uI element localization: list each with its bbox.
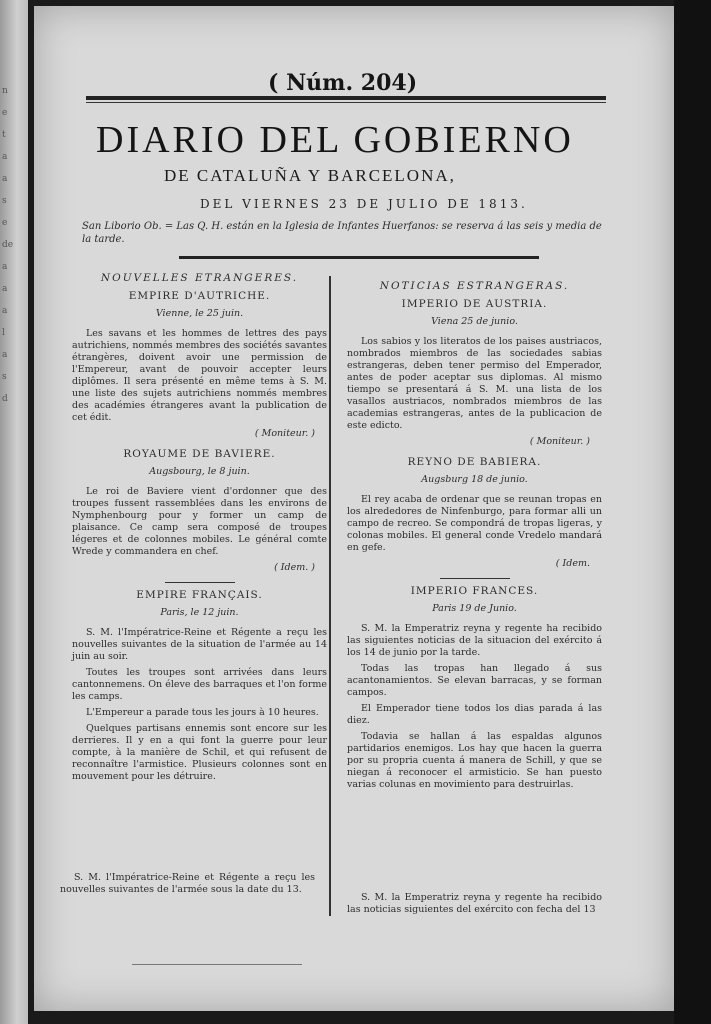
article-heading: EMPIRE FRANÇAIS. <box>136 589 263 601</box>
article-dateline: Paris, le 12 juin. <box>160 607 239 618</box>
article-dateline: Paris 19 de Junio. <box>432 603 517 614</box>
spanish-bottom-paragraph <box>347 892 602 916</box>
article-paragraph: El Emperador tiene todos los dias parada á las diez. <box>347 703 602 726</box>
article-paragraph: Toutes les troupes sont arrivées dans leurs cantonnemens. On éleve des barraques et l'on forme les camps. <box>72 667 327 702</box>
dark-background-edge <box>674 0 711 1024</box>
header-rule <box>86 96 606 100</box>
article-dateline: Augsbourg, le 8 juin. <box>149 466 250 477</box>
article-separator <box>165 582 235 583</box>
masthead-title: DIARIO DEL GOBIERNO <box>96 119 574 161</box>
article-heading: IMPERIO DE AUSTRIA. <box>401 298 548 310</box>
header-rule-thin <box>86 102 606 103</box>
newspaper-page <box>34 6 674 1011</box>
article-paragraph: Les savans et les hommes de lettres des pays autrichiens, nommés membres des sociétés savantes étrangères, doivent avoir une permission de l'Empereur, avant de pouvoir accepter leurs diplômes. Il sera présenté en même tems à S. M. une liste des sujets autrichiens nommés membres des académies étrangeres avant la publication de cet édit. <box>72 328 327 423</box>
spanish-column <box>347 276 602 795</box>
article-heading: REYNO DE BABIERA. <box>407 456 542 468</box>
article-heading: ROYAUME DE BAVIERE. <box>123 448 276 460</box>
section-heading: NOTICIAS ESTRANGERAS. <box>379 280 570 292</box>
article-paragraph: Los sabios y los literatos de los paises austriacos, nombrados miembros de las sociedades sabias estrangeras, deben tener permiso del Emperador, antes de poder aceptar sus diplomas. Al mismo tiempo se presentará á S. M. una lista de los vasallos austriacos, nombrados miembros de las academias estrangeras, antes de la publicacion de este edicto. <box>347 336 602 431</box>
article-dateline: Viena 25 de junio. <box>431 316 518 327</box>
article-paragraph: S. M. la Emperatriz reyna y regente ha recibido las noticias siguientes del exército con fecha del 13 <box>347 892 602 915</box>
article-paragraph: S. M. la Emperatriz reyna y regente ha recibido las siguientes noticias de la situacion del exército á los 14 de junio por la tarde. <box>347 623 602 658</box>
column-divider <box>329 276 331 916</box>
article-paragraph: Le roi de Baviere vient d'ordonner que des troupes fussent rassemblées dans les environs de Nymphenbourg pour y former un camp de plaisance. Ce camp sera composé de troupes légeres et de colonnes mobiles. Le général comte Wrede y commandera en chef. <box>72 486 327 557</box>
article-separator <box>440 578 510 579</box>
article-dateline: Vienne, le 25 juin. <box>155 308 244 319</box>
issue-number: ( Núm. 204) <box>268 70 418 96</box>
article-heading: IMPERIO FRANCES. <box>410 585 539 597</box>
religious-notice: San Liborio Ob. = Las Q. H. están en la Iglesia de Infantes Huerfanos: se reserva á las seis y media de la tarde. <box>82 221 602 245</box>
article-paragraph: El rey acaba de ordenar que se reunan tropas en los alrededores de Ninfenburgo, para formar alli un campo de recreo. Se compondrá de tropas ligeras, y colonas mobiles. El general conde Vredelo mandará en gefe. <box>347 494 602 553</box>
article-paragraph: S. M. l'Impératrice-Reine et Régente a reçu les nouvelles suivantes de l'armée sous la date du 13. <box>60 872 315 895</box>
left-page-edge-text: n e t a a s e de a a a l a s d <box>2 86 14 404</box>
masthead-subtitle: DE CATALUÑA Y BARCELONA, <box>164 166 456 185</box>
section-heading: NOUVELLES ETRANGERES. <box>100 272 299 284</box>
article-source: ( Idem. ) <box>274 562 315 573</box>
article-paragraph: S. M. l'Impératrice-Reine et Régente a reçu les nouvelles suivantes de la situation de l'armée au 14 juin au soir. <box>72 627 327 662</box>
footer-rule <box>132 964 302 965</box>
article-paragraph: Quelques partisans ennemis sont encore sur les derrieres. Il y en a qui font la guerre pour leur compte, à la manière de Schil, et qui refusent de reconnaître l'armistice. Plusieurs colonnes sont en mouvement pour les détruire. <box>72 723 327 782</box>
article-dateline: Augsburg 18 de junio. <box>421 474 528 485</box>
dateline: DEL VIERNES 23 DE JULIO DE 1813. <box>200 197 528 211</box>
article-source: ( Idem. <box>555 558 590 569</box>
section-rule <box>179 256 539 259</box>
article-paragraph: Todavia se hallan á las espaldas algunos partidarios enemigos. Los hay que hacen la guerra por su propria cuenta á manera de Schill, y que se niegan á reconocer el armisticio. Se han puesto varias colunas en movimiento para destruirlas. <box>347 731 602 790</box>
french-column <box>72 268 327 787</box>
french-bottom-paragraph <box>60 872 315 896</box>
article-paragraph: L'Empereur a parade tous les jours à 10 heures. <box>86 707 319 718</box>
article-source: ( Moniteur. ) <box>529 436 590 447</box>
left-facing-page <box>0 0 28 1024</box>
article-heading: EMPIRE D'AUTRICHE. <box>128 290 271 302</box>
article-paragraph: Todas las tropas han llegado á sus acantonamientos. Se elevan barracas, y se forman campos. <box>347 663 602 698</box>
article-source: ( Moniteur. ) <box>254 428 315 439</box>
